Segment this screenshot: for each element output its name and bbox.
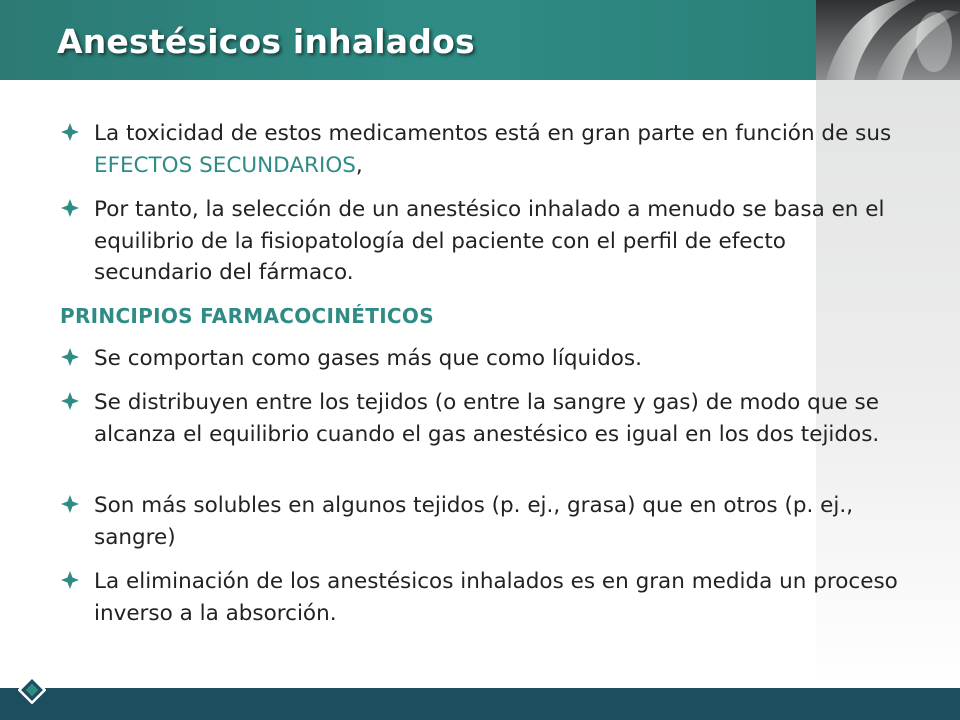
bullet-item — [60, 490, 910, 553]
bullet-text-end: , — [355, 152, 363, 178]
bullet-text: La eliminación de los anestésicos inhalados es en gran medida un proceso inverso a la absorción. — [94, 569, 898, 626]
header-photo — [816, 0, 960, 80]
bullet-item — [60, 194, 910, 289]
section-heading: PRINCIPIOS FARMACOCINÉTICOS — [60, 303, 434, 328]
bullet-text: Por tanto, la selección de un anestésico inhalado a menudo se basa en el equilibrio de la fisiopatología del paciente con el perfil de efecto secundario del fármaco. — [94, 197, 885, 285]
highlight-text: EFECTOS SECUNDARIOS — [94, 152, 356, 178]
bullet-item — [60, 566, 910, 629]
diamond-bullet-icon — [60, 198, 80, 218]
diamond-logo-icon — [18, 676, 46, 704]
diamond-bullet-icon — [60, 122, 80, 142]
bullet-text: La toxicidad de estos medicamentos está en gran parte en función de sus — [94, 121, 892, 146]
bullet-item — [60, 343, 910, 375]
curved-glass-image — [816, 0, 960, 80]
slide-content — [60, 118, 910, 642]
slide-title: Anestésicos inhalados — [57, 22, 475, 61]
bullet-item — [60, 387, 910, 450]
bullet-item — [60, 118, 910, 181]
diamond-bullet-icon — [60, 347, 80, 367]
footer-bar — [0, 688, 960, 720]
bullet-text: Se comportan como gases más que como líquidos. — [94, 345, 642, 371]
bullet-text: Se distribuyen entre los tejidos (o entre la sangre y gas) de modo que se alcanza el equilibrio cuando el gas anestésico es igual en los dos tejidos. — [94, 390, 880, 447]
diamond-bullet-icon — [60, 570, 80, 590]
bullet-text: Son más solubles en algunos tejidos (p. ej., grasa) que en otros (p. ej., sangre) — [94, 493, 854, 550]
diamond-bullet-icon — [60, 494, 80, 514]
diamond-bullet-icon — [60, 391, 80, 411]
